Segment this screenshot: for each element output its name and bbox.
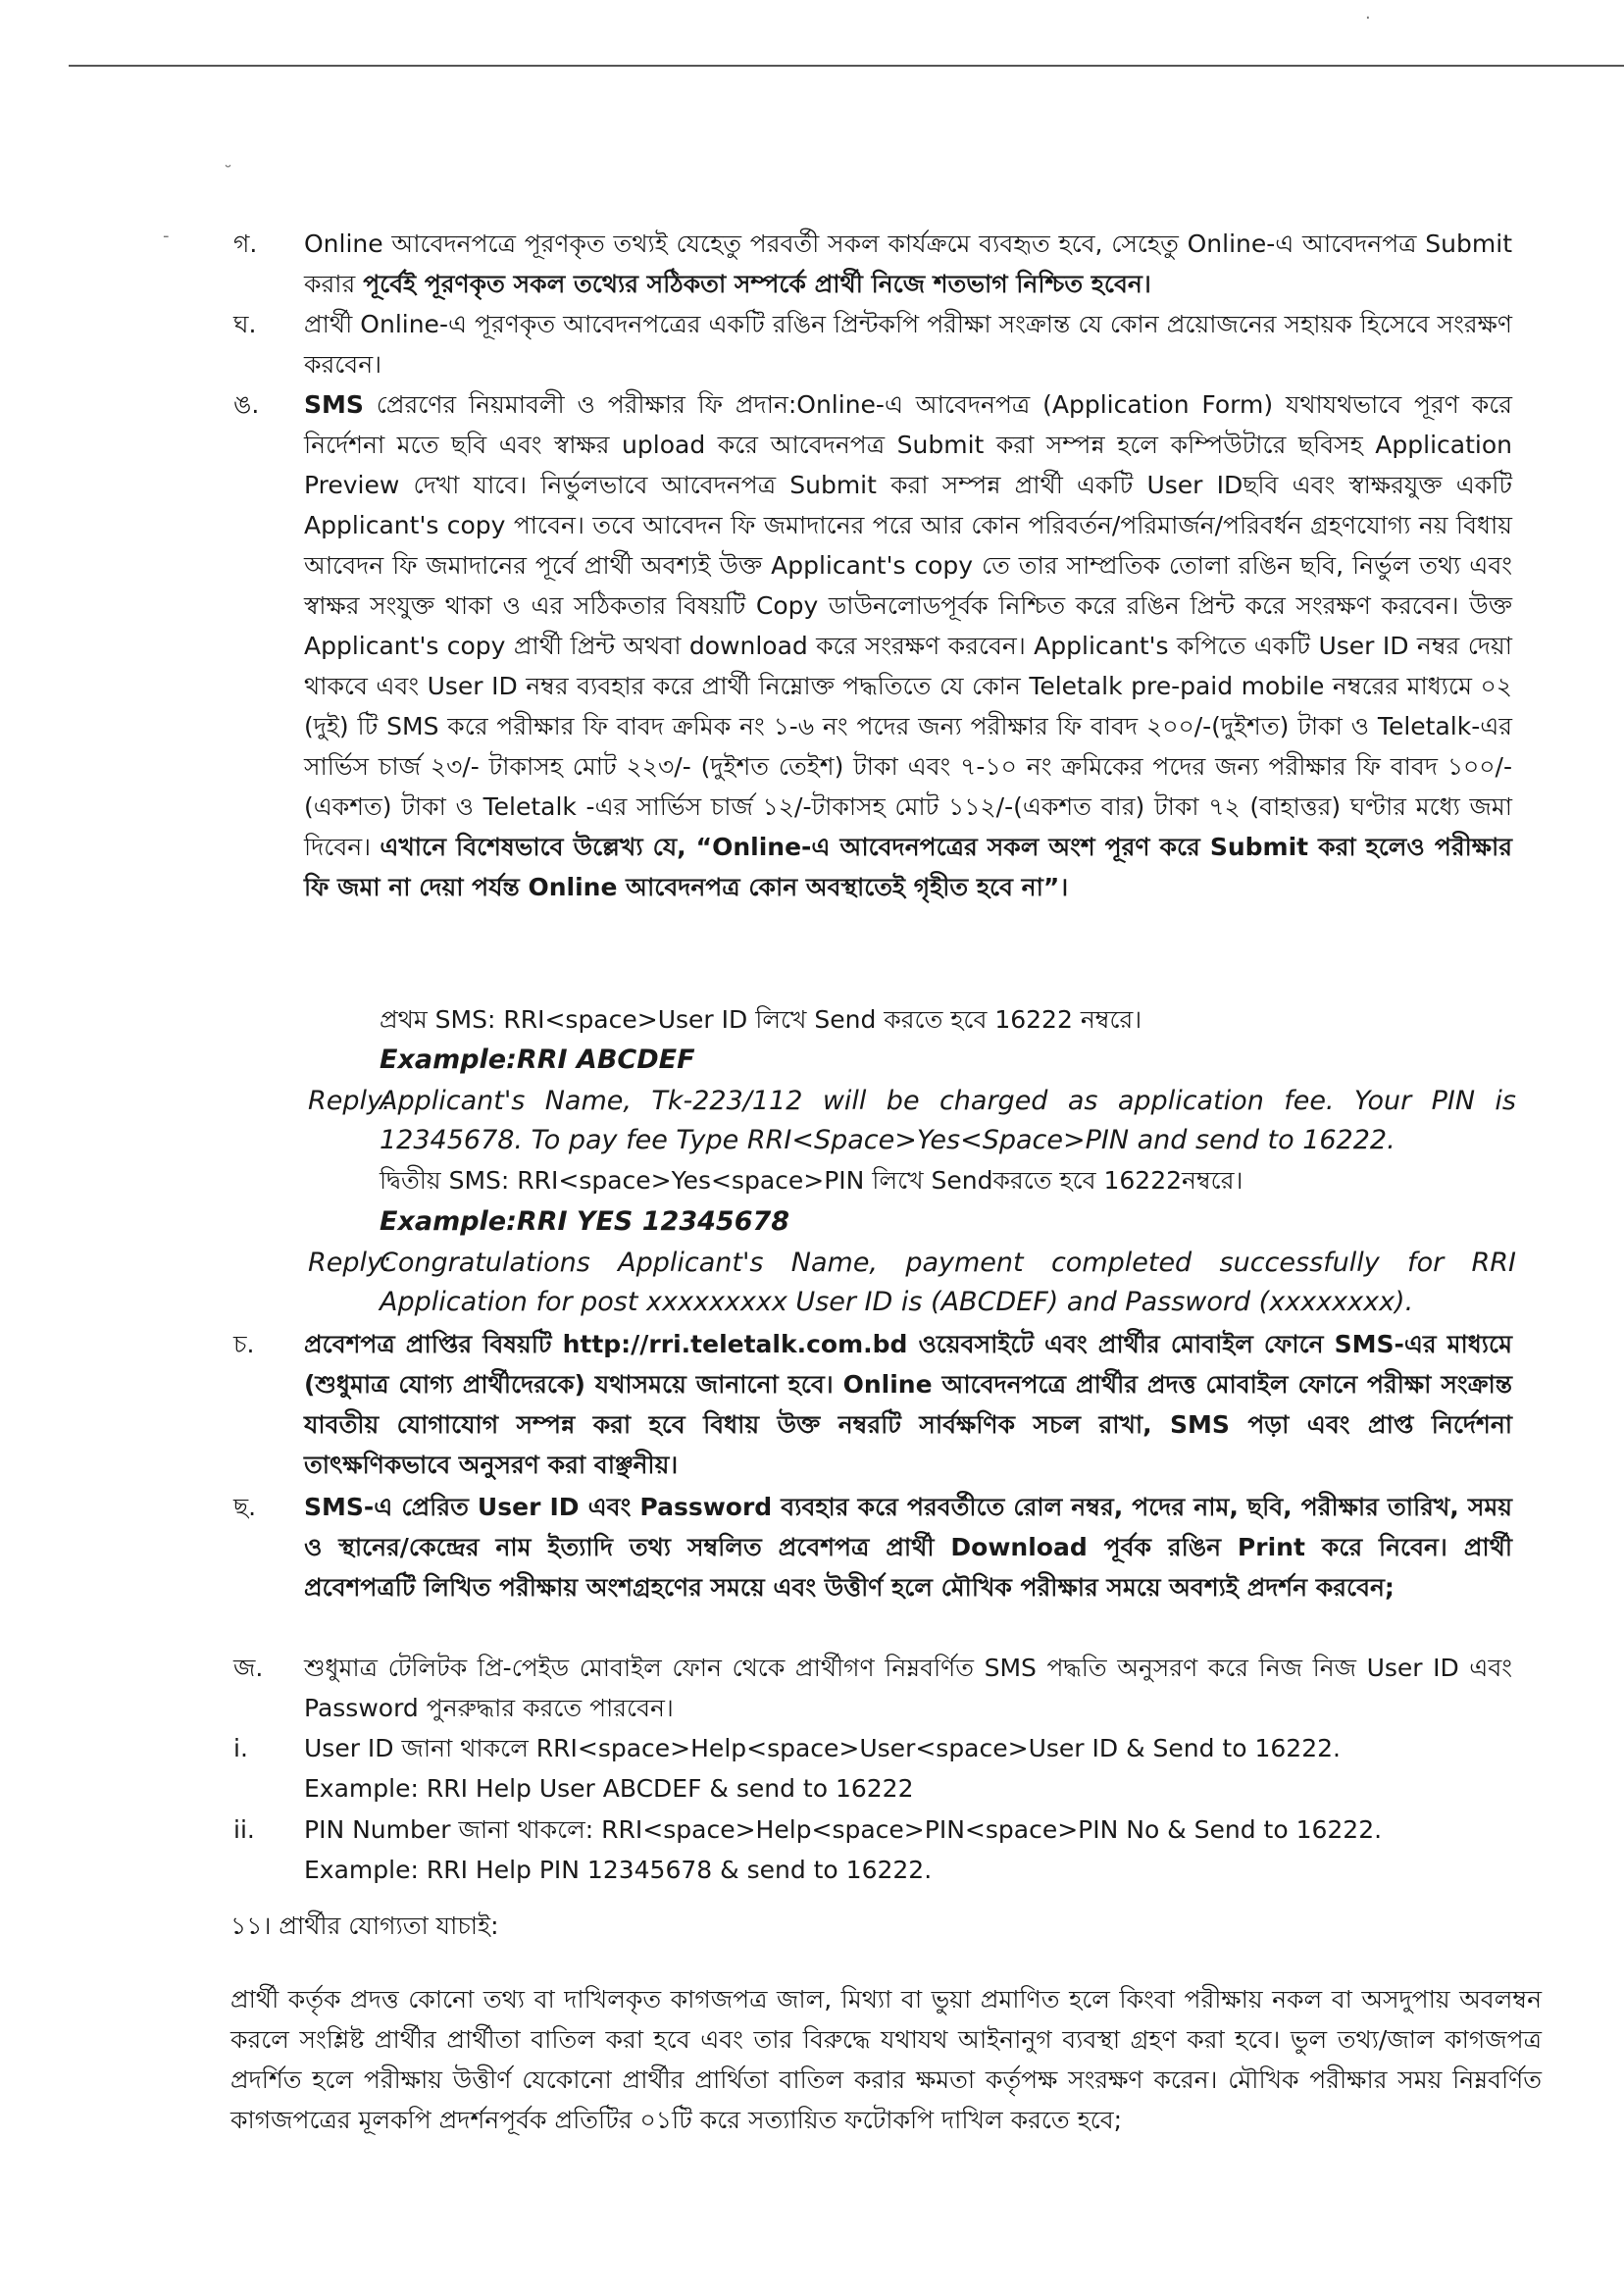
list-item-label: চ. — [233, 1330, 255, 1358]
list-item-label: জ. — [233, 1654, 264, 1682]
list-item-ga — [233, 224, 1512, 304]
list-item-line: Example: RRI Help User ABCDEF & send to 16222 — [304, 1774, 914, 1803]
scan-speck: · — [1365, 8, 1371, 28]
list-item-line: PIN Number জানা থাকলে: RRI<space>Help<space>PIN<space>PIN No & Send to 16222. — [304, 1815, 1383, 1844]
scan-speck: ˘ — [224, 163, 232, 183]
list-item-text: SMS-এ প্রেরিত User ID এবং Password ব্যবহার করে পরবর্তীতে রোল নম্বর, পদের নাম, ছবি, পরীক্ষার তারিখ, সময় ও স্থানের/কেন্দ্রের নাম ইত্যাদি তথ্য সম্বলিত প্রবেশপত্র প্রার্থী Download পূর্বক রঙিন Print করে নিবেন। প্রার্থী প্রবেশপত্রটি লিখিত পরীক্ষায় অংশগ্রহণের সময়ে এবং উত্তীর্ণ হলে মৌখিক পরীক্ষার সময়ে অবশ্যই প্রদর্শন করবেন; — [304, 1493, 1512, 1602]
section-heading: ১১। প্রার্থীর যোগ্যতা যাচাই: — [230, 1912, 499, 1940]
second-sms-example: Example:RRI YES 12345678 — [380, 1206, 790, 1237]
header-rule — [69, 65, 1624, 67]
second-sms-instruction: দ্বিতীয় SMS: RRI<space>Yes<space>PIN লিখে Sendকরতে হবে 16222নম্বরে। — [380, 1166, 1243, 1195]
reply-message-1 — [308, 1082, 1516, 1160]
list-item-text: SMS প্রেরণের নিয়মাবলী ও পরীক্ষার ফি প্রদান:Online-এ আবেদনপত্র (Application Form) যথাযথভাবে পূরণ করে নির্দেশনা মতে ছবি এবং স্বাক্ষর upload করে আবেদনপত্র Submit করা সম্পন্ন হলে কম্পিউটারে ছবিসহ Application Preview দেখা যাবে। নির্ভুলভাবে আবেদনপত্র Submit করা সম্পন্ন প্রার্থী একটি User IDছবি এবং স্বাক্ষরযুক্ত একটি Applicant's copy পাবেন। তবে আবেদন ফি জমাদানের পরে আর কোন পরিবর্তন/পরিমার্জন/পরিবর্ধন গ্রহণযোগ্য নয় বিধায় আবেদন ফি জমাদানের পূর্বে প্রার্থী অবশ্যই উক্ত Applicant's copy তে তার সাম্প্রতিক তোলা রঙিন ছবি, নির্ভুল তথ্য এবং স্বাক্ষর সংযুক্ত থাকা ও এর সঠিকতার বিষয়টি Copy ডাউনলোডপূর্বক নিশ্চিত করে রঙিন প্রিন্ট করে সংরক্ষণ করবেন। উক্ত Applicant's copy প্রার্থী প্রিন্ট অথবা download করে সংরক্ষণ করবেন। Applicant's কপিতে একটি User ID নম্বর দেয়া থাকবে এবং User ID নম্বর ব্যবহার করে প্রার্থী নিম্নোক্ত পদ্ধতিতে যে কোন Teletalk pre-paid mobile নম্বরের মাধ্যমে ০২ (দুই) টি SMS করে পরীক্ষার ফি বাবদ ক্রমিক নং ১-৬ নং পদের জন্য পরীক্ষার ফি বাবদ ২০০/-(দুইশত) টাকা ও Teletalk-এর সার্ভিস চার্জ ২৩/- টাকাসহ মোট ২২৩/- (দুইশত তেইশ) টাকা এবং ৭-১০ নং ক্রমিকের পদের জন্য পরীক্ষার ফি বাবদ ১০০/-(একশত) টাকা ও Teletalk -এর সার্ভিস চার্জ ১২/-টাকাসহ মোট ১১২/-(একশত বার) টাকা ৭২ (বাহাত্তর) ঘণ্টার মধ্যে জমা দিবেন। এখানে বিশেষভাবে উল্লেখ্য যে, “Online-এ আবেদনপত্রের সকল অংশ পূরণ করে Submit করা হলেও পরীক্ষার ফি জমা না দেয়া পর্যন্ত Online আবেদনপত্র কোন অবস্থাতেই গৃহীত হবে না”। — [304, 390, 1512, 901]
list-item-ii — [233, 1810, 1512, 1890]
list-item-text: প্রার্থী Online-এ পূরণকৃত আবেদনপত্রের একটি রঙিন প্রিন্টকপি পরীক্ষা সংক্রান্ত যে কোন প্রয়োজনের সহায়ক হিসেবে সংরক্ষণ করবেন। — [304, 310, 1512, 379]
reply-text: Applicant's Name, Tk-223/112 will be charged as application fee. Your PIN is 12345678. To pay fee Type RRI<Space>Yes<Space>PIN and send to 16222. — [380, 1086, 1516, 1155]
reply-message-2 — [308, 1244, 1516, 1322]
list-item-uma — [233, 384, 1512, 907]
list-item-i — [233, 1728, 1512, 1809]
scan-speck: - — [163, 226, 170, 246]
list-item-label: ঙ. — [233, 390, 260, 419]
reply-text: Congratulations Applicant's Name, payment completed successfully for RRI Application for post xxxxxxxxx User ID is (ABCDEF) and Password (xxxxxxxx). — [380, 1248, 1516, 1317]
list-item-chha — [233, 1487, 1512, 1607]
list-item-text: প্রবেশপত্র প্রাপ্তির বিষয়টি http://rri.teletalk.com.bd ওয়েবসাইটে এবং প্রার্থীর মোবাইল ফোনে SMS-এর মাধ্যমে (শুধুমাত্র যোগ্য প্রার্থীদেরকে) যথাসময়ে জানানো হবে। Online আবেদনপত্রে প্রার্থীর প্রদত্ত মোবাইল ফোনে পরীক্ষা সংক্রান্ত যাবতীয় যোগাযোগ সম্পন্ন করা হবে বিধায় উক্ত নম্বরটি সার্বক্ষণিক সচল রাখা, SMS পড়া এবং প্রাপ্ত নির্দেশনা তাৎক্ষণিকভাবে অনুসরণ করা বাঞ্ছনীয়। — [304, 1330, 1512, 1479]
list-item-line: Example: RRI Help PIN 12345678 & send to 16222. — [304, 1856, 933, 1884]
list-item-cha — [233, 1324, 1512, 1485]
first-sms-example: Example:RRI ABCDEF — [380, 1045, 695, 1075]
list-item-line: User ID জানা থাকলে RRI<space>Help<space>User<space>User ID & Send to 16222. — [304, 1734, 1341, 1762]
list-item-label: ii. — [233, 1815, 255, 1844]
list-item-text: শুধুমাত্র টেলিটক প্রি-পেইড মোবাইল ফোন থেকে প্রার্থীগণ নিম্নবর্ণিত SMS পদ্ধতি অনুসরণ করে নিজ নিজ User ID এবং Password পুনরুদ্ধার করতে পারবেন। — [304, 1654, 1512, 1722]
reply-label: Reply: — [308, 1086, 392, 1116]
list-item-label: গ. — [233, 229, 258, 258]
section-paragraph: প্রার্থী কর্তৃক প্রদত্ত কোনো তথ্য বা দাখিলকৃত কাগজপত্র জাল, মিথ্যা বা ভুয়া প্রমাণিত হলে কিংবা পরীক্ষায় নকল বা অসদুপায় অবলম্বন করলে সংশ্লিষ্ট প্রার্থীর প্রার্থীতা বাতিল করা হবে এবং তার বিরুদ্ধে যথাযথ আইনানুগ ব্যবস্থা গ্রহণ করা হবে। ভুল তথ্য/জাল কাগজপত্র প্রদর্শিত হলে পরীক্ষায় উত্তীর্ণ যেকোনো প্রার্থীর প্রার্থিতা বাতিল করার ক্ষমতা কর্তৃপক্ষ সংরক্ষণ করেন। মৌখিক পরীক্ষার সময় নিম্নবর্ণিত কাগজপত্রের মূলকপি প্রদর্শনপূর্বক প্রতিটির ০১টি করে সত্যায়িত ফটোকপি দাখিল করতে হবে; — [230, 1985, 1542, 2134]
list-item-label: ছ. — [233, 1493, 257, 1521]
list-item-gha — [233, 304, 1512, 384]
list-item-label: i. — [233, 1734, 248, 1762]
list-item-ja — [233, 1648, 1512, 1728]
list-item-text: Online আবেদনপত্রে পূরণকৃত তথ্যই যেহেতু পরবর্তী সকল কার্যক্রমে ব্যবহৃত হবে, সেহেতু Online-এ আবেদনপত্র Submit করার পূর্বেই পূরণকৃত সকল তথ্যের সঠিকতা সম্পর্কে প্রার্থী নিজে শতভাগ নিশ্চিত হবেন। — [304, 229, 1512, 298]
first-sms-instruction: প্রথম SMS: RRI<space>User ID লিখে Send করতে হবে 16222 নম্বরে। — [380, 1005, 1142, 1034]
list-item-label: ঘ. — [233, 310, 257, 338]
reply-label: Reply: — [308, 1248, 392, 1278]
